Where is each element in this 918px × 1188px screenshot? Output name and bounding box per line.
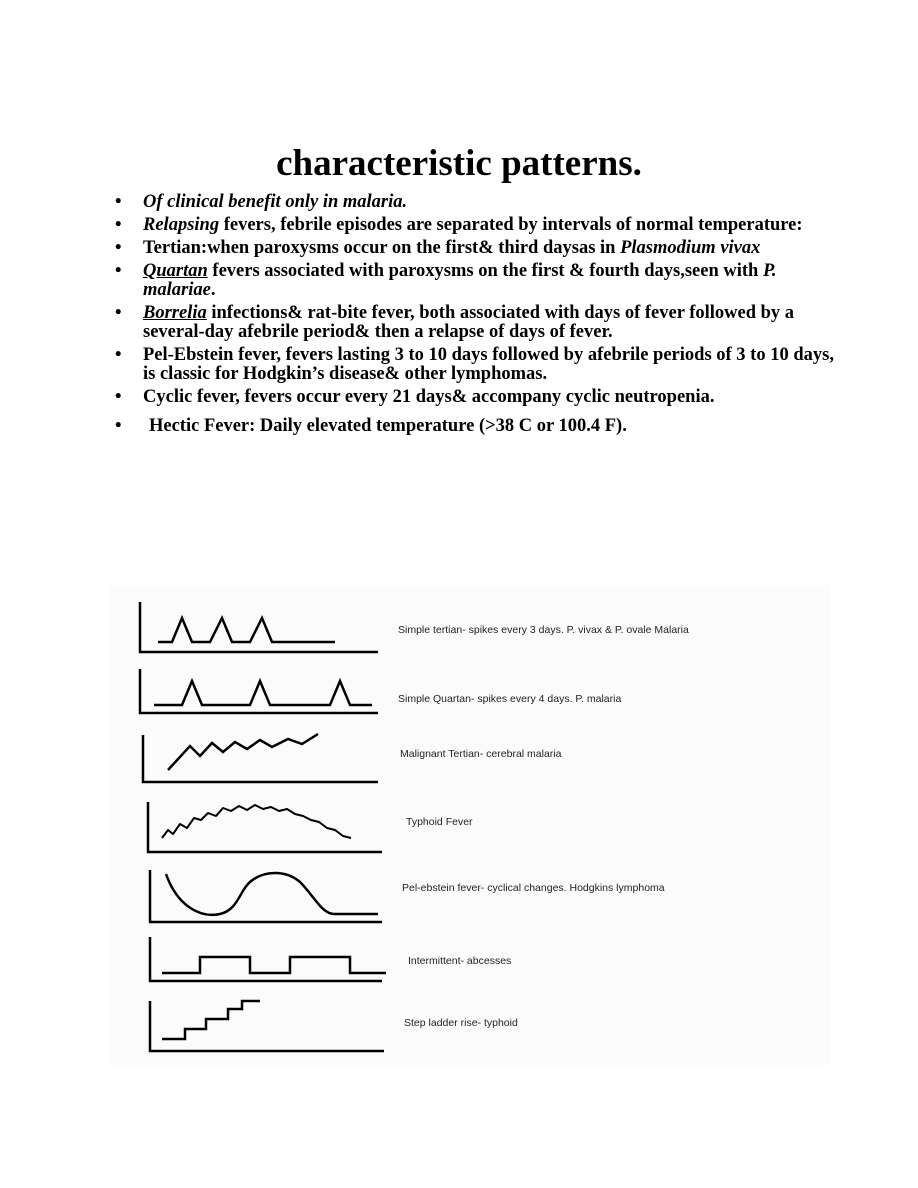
bullet-item <box>115 304 835 342</box>
bullet-item <box>115 193 835 212</box>
bullet-text: Borrelia <box>143 303 207 323</box>
pattern-row-simple-quartan <box>110 667 830 719</box>
bullet-list <box>115 193 835 440</box>
bullet-item <box>115 388 835 407</box>
pattern-caption: Malignant Tertian- cerebral malaria <box>400 748 562 760</box>
bullet-text: fevers associated with paroxysms on the first & fourth days,seen with <box>207 261 763 281</box>
bullet-item <box>115 216 835 235</box>
bullet-text: Tertian:when paroxysms occur on the first& third daysas in <box>143 238 621 258</box>
step-ladder-graph <box>110 995 395 1055</box>
pattern-caption: Step ladder rise- typhoid <box>404 1017 518 1029</box>
pattern-caption: Pel-ebstein fever- cyclical changes. Hodgkins lymphoma <box>402 882 665 894</box>
intermittent-graph <box>110 935 395 987</box>
bullet-text: Pel-Ebstein fever, fevers lasting 3 to 10 days followed by afebrile periods of 3 to 10 days, is classic for Hodgkin’s disease& other lymphomas. <box>143 345 834 384</box>
pattern-row-step-ladder <box>110 995 830 1055</box>
simple-tertian-graph <box>110 600 390 658</box>
pattern-caption: Typhoid Fever <box>406 816 473 828</box>
bullet-text: Plasmodium vivax <box>620 238 761 258</box>
pattern-caption: Intermittent- abcesses <box>408 955 512 967</box>
bullet-text: fevers, febrile episodes are separated by intervals of normal temperature: <box>219 215 803 235</box>
bullet-item <box>115 417 835 436</box>
pattern-row-malignant-tertian <box>110 730 830 788</box>
bullet-item <box>115 346 835 384</box>
pattern-row-simple-tertian <box>110 600 830 658</box>
bullet-text: Cyclic fever, fevers occur every 21 days& accompany cyclic neutropenia. <box>143 387 715 407</box>
pattern-caption: Simple tertian- spikes every 3 days. P. vivax & P. ovale Malaria <box>398 624 689 636</box>
bullet-text: Relapsing <box>143 215 220 235</box>
page-title: characteristic patterns. <box>276 143 642 184</box>
simple-quartan-graph <box>110 667 390 719</box>
pattern-row-typhoid <box>110 798 830 858</box>
pattern-row-intermittent <box>110 935 830 987</box>
pattern-caption: Simple Quartan- spikes every 4 days. P. malaria <box>398 693 622 705</box>
malignant-tertian-graph <box>110 730 390 788</box>
bullet-text: Hectic Fever: Daily elevated temperature (>38 C or 100.4 F). <box>149 416 627 436</box>
bullet-text: Quartan <box>143 261 208 281</box>
bullet-text: infections& rat-bite fever, both associated with days of fever followed by a several-day afebrile period& then a relapse of days of fever. <box>143 303 795 342</box>
bullet-item <box>115 262 835 300</box>
fever-patterns-figure <box>110 585 830 1065</box>
bullet-text: . <box>210 280 216 300</box>
pel-ebstein-graph <box>110 868 390 928</box>
bullet-text: Of clinical benefit only in malaria. <box>143 192 408 212</box>
bullet-text: P. malariae <box>143 261 777 300</box>
typhoid-fever-graph <box>110 798 390 858</box>
pattern-row-pel-ebstein <box>110 868 830 928</box>
bullet-item <box>115 239 835 258</box>
